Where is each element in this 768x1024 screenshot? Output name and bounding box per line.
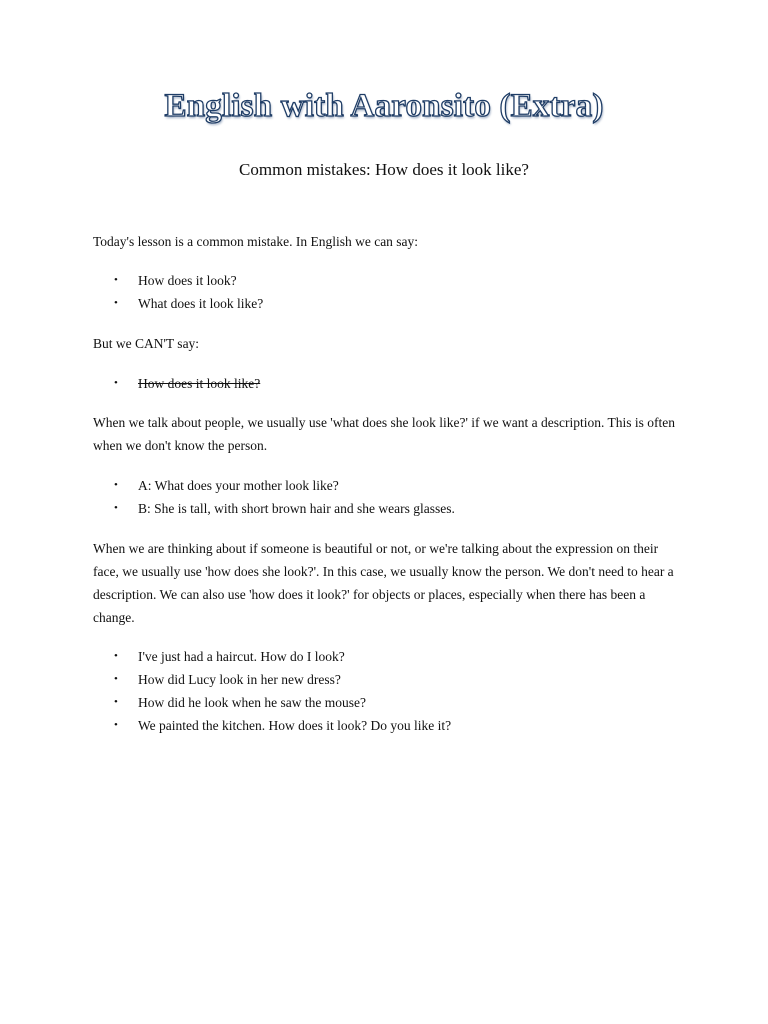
bullet-icon: • — [114, 719, 118, 731]
beautiful-paragraph: When we are thinking about if someone is beautiful or not, or we're talking about the expression on their face, we usually use 'how does she look?'. In this case, we usually know the person. We don't need to hear a description. We can also use 'how does it look?' for objects or places, especially when there has been a change. — [93, 541, 674, 625]
list-item-text: A: What does your mother look like? — [138, 478, 339, 493]
list-item-text: What does it look like? — [138, 296, 264, 311]
list-item — [93, 474, 683, 497]
bullet-icon: • — [114, 297, 118, 309]
bullet-icon: • — [114, 673, 118, 685]
document-title: English with Aaronsito (Extra) — [164, 88, 604, 124]
list-item — [93, 691, 683, 714]
change-examples-list — [93, 645, 683, 737]
document-subtitle: Common mistakes: How does it look like? — [239, 160, 529, 179]
list-item — [93, 668, 683, 691]
list-item-text: How does it look? — [138, 273, 237, 288]
bullet-icon: • — [114, 479, 118, 491]
strikethrough-text: How does it look like? — [138, 376, 261, 391]
list-item — [93, 645, 683, 668]
bullet-icon: • — [114, 696, 118, 708]
correct-forms-list — [93, 269, 683, 315]
list-item — [93, 497, 683, 520]
list-item — [93, 372, 683, 395]
list-item-text: How did he look when he saw the mouse? — [138, 695, 366, 710]
bullet-icon: • — [114, 274, 118, 286]
intro-paragraph: Today's lesson is a common mistake. In English we can say: — [93, 234, 419, 249]
list-item — [93, 269, 683, 292]
bullet-icon: • — [114, 650, 118, 662]
people-examples-list — [93, 474, 683, 520]
people-paragraph: When we talk about people, we usually use 'what does she look like?' if we want a description. This is often when we don't know the person. — [93, 415, 675, 453]
bullet-icon: • — [114, 502, 118, 514]
cant-say-paragraph: But we CAN'T say: — [93, 336, 200, 351]
list-item-text: How did Lucy look in her new dress? — [138, 672, 341, 687]
bullet-icon: • — [114, 377, 118, 389]
list-item — [93, 292, 683, 315]
list-item-text: B: She is tall, with short brown hair and she wears glasses. — [138, 501, 455, 516]
list-item-text: We painted the kitchen. How does it look? Do you like it? — [138, 718, 452, 733]
list-item-text: I've just had a haircut. How do I look? — [138, 649, 345, 664]
wrong-forms-list — [93, 372, 683, 395]
list-item — [93, 714, 683, 737]
